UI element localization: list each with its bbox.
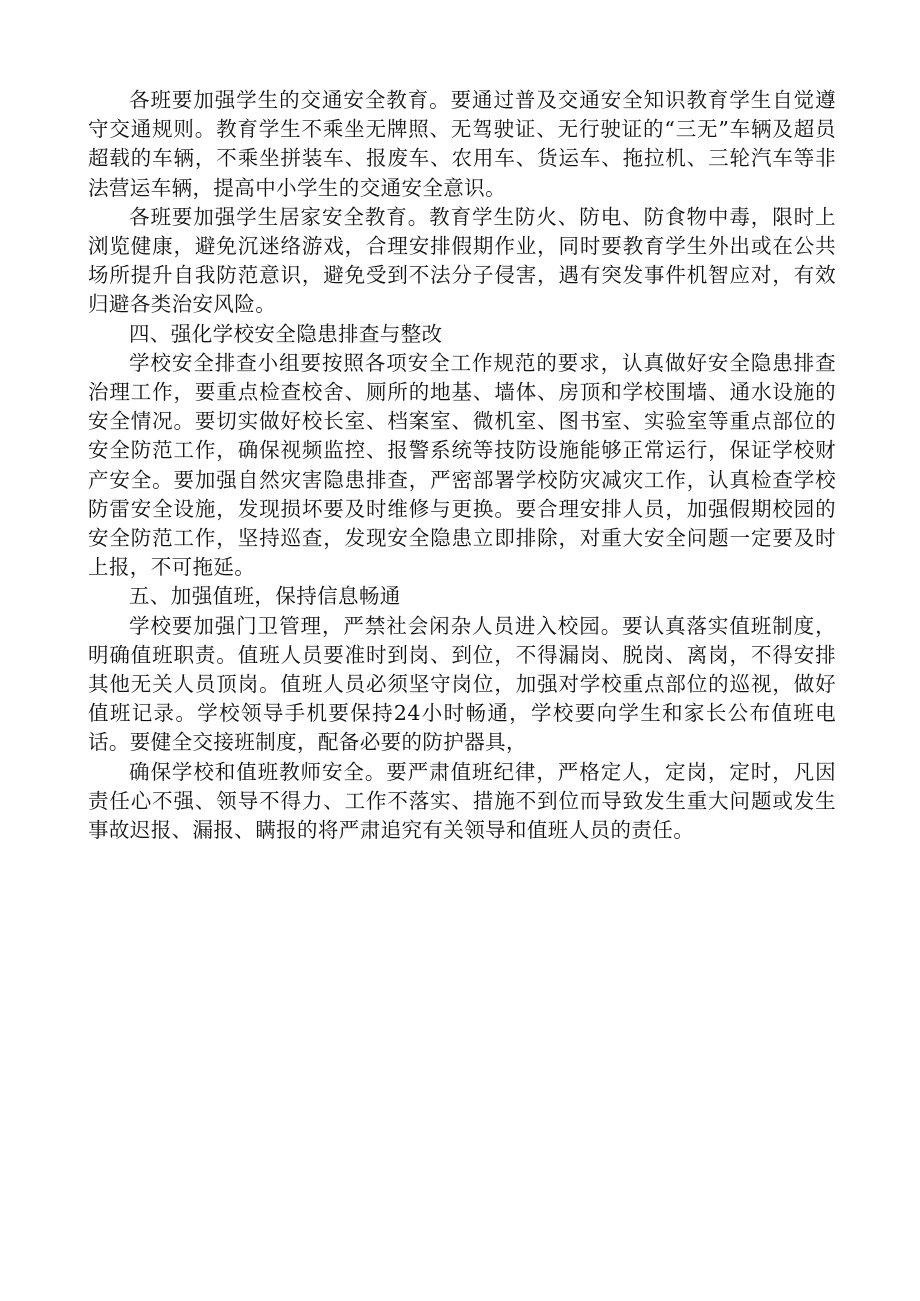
section-heading-hazard-inspection: 四、强化学校安全隐患排查与整改	[129, 321, 443, 346]
paragraph-hazard-inspection: 学校安全排查小组要按照各项安全工作规范的要求，认真做好安全隐患排查治理工作，要重点检查校舍、厕所的地基、墙体、房顶和学校围墙、通水设施的安全情况。要切实做好校长室、档案室、微机室、图书室、实验室等重点部位的安全防范工作，确保视频监控、报警系统等技防设施能够正常运行，保证学校财产安全。要加强自然灾害隐患排查，严密部署学校防灾减灾工作，认真检查学校防雷安全设施，发现损坏要及时维修与更换。要合理安排人员，加强假期校园的安全防范工作，坚持巡查，发现安全隐患立即排除，对重大安全问题一定要及时上报，不可拖延。	[88, 350, 836, 580]
paragraph-traffic-safety: 各班要加强学生的交通安全教育。要通过普及交通安全知识教育学生自觉遵守交通规则。教育学生不乘坐无牌照、无驾驶证、无行驶证的“三无”车辆及超员超载的车辆，不乘坐拼装车、报废车、农用车、货运车、拖拉机、三轮汽车等非法营运车辆，提高中小学生的交通安全意识。	[88, 88, 836, 200]
paragraph-duty-management: 学校要加强门卫管理，严禁社会闲杂人员进入校园。要认真落实值班制度，明确值班职责。值班人员要准时到岗、到位，不得漏岗、脱岗、离岗，不得安排其他无关人员顶岗。值班人员必须坚守岗位，加强对学校重点部位的巡视，做好值班记录。学校领导手机要保持24小时畅通，学校要向学生和家长公布值班电话。要健全交接班制度，配备必要的防护器具，	[88, 613, 836, 755]
paragraph-home-safety: 各班要加强学生居家安全教育。教育学生防火、防电、防食物中毒，限时上浏览健康，避免沉迷络游戏，合理安排假期作业，同时要教育学生外出或在公共场所提升自我防范意识，避免受到不法分子侵害，遇有突发事件机智应对，有效归避各类治安风险。	[88, 204, 836, 317]
section-heading-duty: 五、加强值班，保持信息畅通	[129, 584, 401, 609]
paragraph-duty-discipline: 确保学校和值班教师安全。要严肃值班纪律，严格定人，定岗，定时，凡因责任心不强、领导不得力、工作不落实、措施不到位而导致发生重大问题或发生事故迟报、漏报、瞒报的将严肃追究有关领导和值班人员的责任。	[88, 759, 836, 843]
document-body	[88, 86, 836, 845]
